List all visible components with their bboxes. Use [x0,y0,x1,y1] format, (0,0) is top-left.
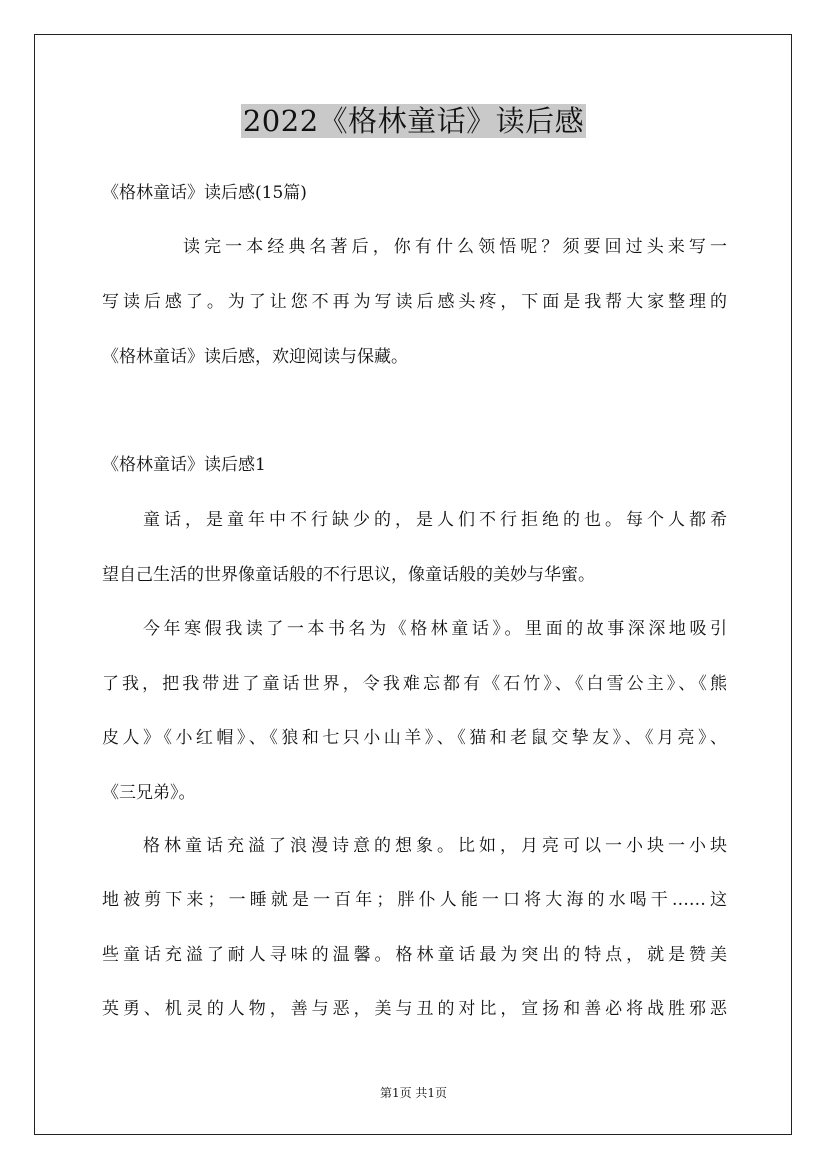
paragraph3-line-4: 英勇、机灵的人物，善与恶，美与丑的对比，宣扬和善必将战胜邪恶 [102,999,727,1019]
paragraph2-line-4: 《三兄弟》。 [102,783,196,803]
paragraph1-line-2: 望自己生活的世界像童话般的不行思议，像童话般的美妙与华蜜。 [102,565,595,585]
intro-line-1: 读完一本经典名著后，你有什么领悟呢？须要回过头来写一 [183,237,727,257]
paragraph3-line-2: 地被剪下来；一睡就是一百年；胖仆人能一口将大海的水喝干……这 [102,890,727,910]
paragraph2-line-3: 皮人》《小红帽》、《狼和七只小山羊》、《猫和老鼠交挚友》、《月亮》、 [102,728,727,748]
paragraph3-line-1: 格林童话充溢了浪漫诗意的想象。比如，月亮可以一小块一小块 [143,836,727,856]
page-number-footer: 第1页 共1页 [379,1086,448,1100]
document-title: 2022《格林童话》读后感 [242,104,585,138]
paragraph1-line-1: 童话，是童年中不行缺少的，是人们不行拒绝的也。每个人都希 [143,510,727,530]
document-subtitle: 《格林童话》读后感(15篇) [102,183,307,203]
paragraph2-line-2: 了我，把我带进了童话世界，令我难忘都有《石竹》、《白雪公主》、《熊 [102,674,727,694]
intro-line-2: 写读后感了。为了让您不再为写读后感头疼，下面是我帮大家整理的 [102,292,727,312]
intro-line-3: 《格林童话》读后感，欢迎阅读与保藏。 [102,347,408,367]
section-heading: 《格林童话》读后感1 [102,455,266,475]
paragraph2-line-1: 今年寒假我读了一本书名为《格林童话》。里面的故事深深地吸引 [143,619,727,639]
paragraph3-line-3: 些童话充溢了耐人寻味的温馨。格林童话最为突出的特点，就是赞美 [102,945,727,965]
